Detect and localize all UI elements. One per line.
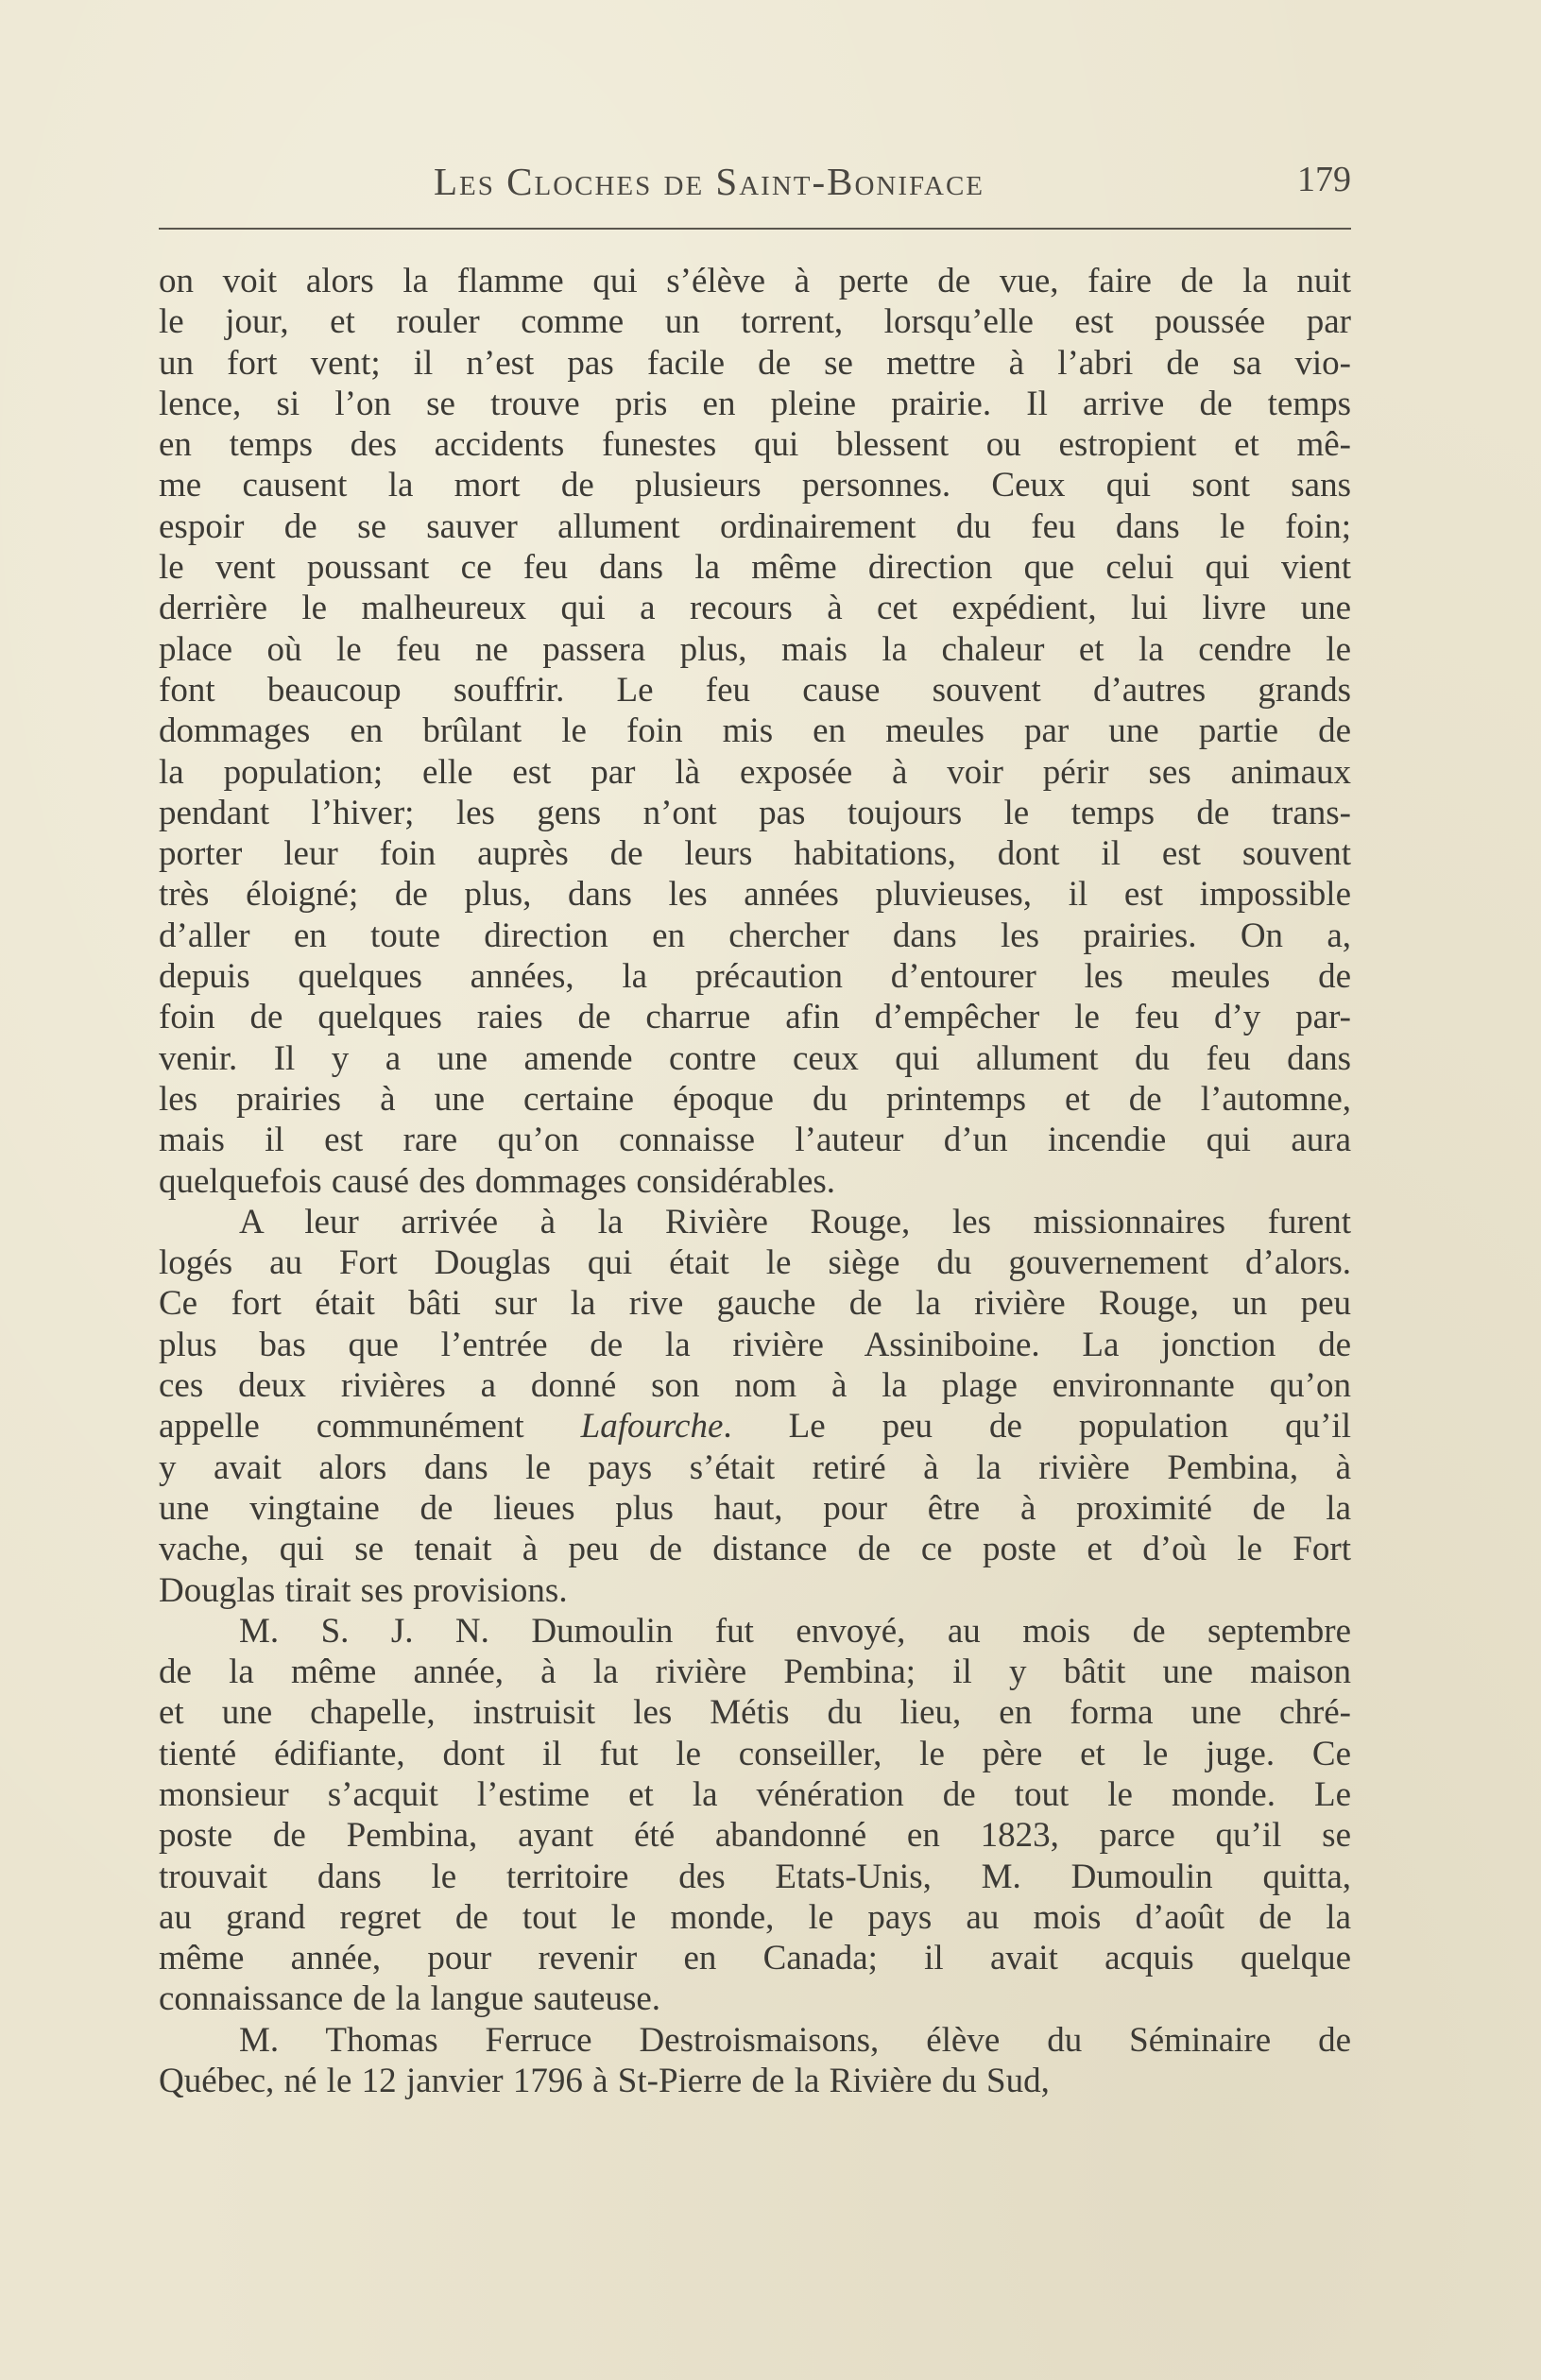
text-line: quelquefois causé des dommages considérables.	[159, 1161, 836, 1201]
text-line: le vent poussant ce feu dans la même direction que celui qui vient	[159, 548, 1351, 588]
paragraph	[159, 261, 1351, 1202]
running-title: Les Cloches de Saint-Boniface	[434, 160, 985, 203]
text-line: pendant l’hiver; les gens n’ont pas toujours le temps de trans-	[159, 793, 1351, 832]
text-line: espoir de se sauver allument ordinairement du feu dans le foin;	[159, 506, 1351, 546]
text-line: porter leur foin auprès de leurs habitations, dont il est souvent	[159, 834, 1351, 874]
text-line: le jour, et rouler comme un torrent, lorsqu’elle est poussée par	[159, 302, 1351, 342]
text-line: ces deux rivières a donné son nom à la plage environnante qu’on	[159, 1366, 1351, 1406]
text-line: poste de Pembina, ayant été abandonné en 1823, parce qu’il se	[159, 1816, 1351, 1856]
text-line: me causent la mort de plusieurs personnes. Ceux qui sont sans	[159, 466, 1351, 505]
text-line: tienté édifiante, dont il fut le conseiller, le père et le juge. Ce	[159, 1734, 1351, 1773]
text-line: monsieur s’acquit l’estime et la vénération de tout le monde. Le	[159, 1774, 1351, 1814]
paragraph	[159, 2020, 1351, 2102]
text-line: un fort vent; il n’est pas facile de se mettre à l’abri de sa vio-	[159, 343, 1351, 383]
paragraph	[159, 1202, 1351, 1611]
text-line: d’aller en toute direction en chercher dans les prairies. On a,	[159, 916, 1351, 955]
text-line: vache, qui se tenait à peu de distance de ce poste et d’où le Fort	[159, 1530, 1351, 1569]
text-line: y avait alors dans le pays s’était retiré à la rivière Pembina, à	[159, 1447, 1351, 1487]
paragraph	[159, 1611, 1351, 2020]
text-line: derrière le malheureux qui a recours à cet expédient, lui livre une	[159, 589, 1351, 628]
text-line: et une chapelle, instruisit les Métis du lieu, en forma une chré-	[159, 1693, 1351, 1733]
text-line: connaissance de la langue sauteuse.	[159, 1979, 661, 2019]
text-line: lence, si l’on se trouve pris en pleine prairie. Il arrive de temps	[159, 384, 1351, 423]
text-line: depuis quelques années, la précaution d’entourer les meules de	[159, 957, 1351, 997]
text-line: font beaucoup souffrir. Le feu cause souvent d’autres grands	[159, 670, 1351, 710]
text-line: Douglas tirait ses provisions.	[159, 1570, 568, 1610]
text-line: trouvait dans le territoire des Etats-Unis, M. Dumoulin quitta,	[159, 1857, 1351, 1896]
page-header	[159, 149, 1351, 215]
text-line: logés au Fort Douglas qui était le siège du gouvernement d’alors.	[159, 1243, 1351, 1283]
text-line: une vingtaine de lieues plus haut, pour être à proximité de la	[159, 1488, 1351, 1528]
text-line: dommages en brûlant le foin mis en meules par une partie de	[159, 711, 1351, 751]
text-line: Ce fort était bâti sur la rive gauche de la rivière Rouge, un peu	[159, 1284, 1351, 1324]
text-line: mais il est rare qu’on connaisse l’auteur d’un incendie qui aura	[159, 1121, 1351, 1160]
text-line: de la même année, à la rivière Pembina; il y bâtit une maison	[159, 1652, 1351, 1692]
text-line: place où le feu ne passera plus, mais la chaleur et la cendre le	[159, 629, 1351, 669]
text-line: venir. Il y a une amende contre ceux qui allument du feu dans	[159, 1038, 1351, 1078]
text-line: appelle communément Lafourche. Le peu de population qu’il	[159, 1407, 1351, 1447]
text-line: Québec, né le 12 janvier 1796 à St-Pierre de la Rivière du Sud,	[159, 2062, 1050, 2101]
text-line: même année, pour revenir en Canada; il avait acquis quelque	[159, 1939, 1351, 1978]
body-text	[159, 261, 1351, 2101]
text-line: M. S. J. N. Dumoulin fut envoyé, au mois de septembre	[239, 1611, 1351, 1651]
text-line: très éloigné; de plus, dans les années pluvieuses, il est impossible	[159, 875, 1351, 915]
text-line: au grand regret de tout le monde, le pays au mois d’août de la	[159, 1897, 1351, 1937]
header-rule	[159, 228, 1351, 230]
text-line: les prairies à une certaine époque du printemps et de l’automne,	[159, 1079, 1351, 1119]
text-line: on voit alors la flamme qui s’élève à perte de vue, faire de la nuit	[159, 262, 1351, 300]
text-line: A leur arrivée à la Rivière Rouge, les missionnaires furent	[239, 1202, 1351, 1241]
page-number: 179	[1297, 160, 1351, 199]
text-line: foin de quelques raies de charrue afin d’empêcher le feu d’y par-	[159, 998, 1351, 1037]
text-line: en temps des accidents funestes qui blessent ou estropient et mê-	[159, 425, 1351, 465]
text-line: plus bas que l’entrée de la rivière Assiniboine. La jonction de	[159, 1325, 1351, 1364]
italic-term: Lafourche	[580, 1407, 724, 1447]
text-line: M. Thomas Ferruce Destroismaisons, élève du Séminaire de	[239, 2020, 1351, 2060]
text-line: la population; elle est par là exposée à voir périr ses animaux	[159, 752, 1351, 792]
